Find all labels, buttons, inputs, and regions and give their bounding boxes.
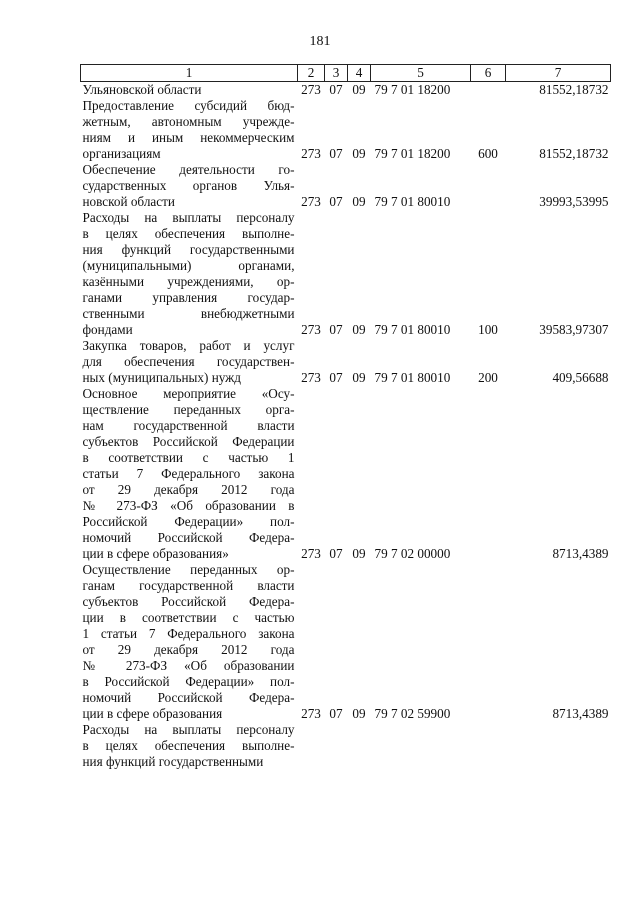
description-line: ции в сфере образования» [82, 546, 229, 561]
description-line: организациям [82, 146, 161, 161]
description-line: Обеспечение деятельности го- [82, 162, 295, 177]
administrator-code-cell: 273 [301, 82, 321, 97]
amount-cell: 8713,4389 [552, 706, 609, 721]
amount-cell: 39993,53995 [539, 194, 609, 209]
description-line: ния функций государственными [82, 242, 295, 257]
administrator-code-cell: 273 [301, 146, 321, 161]
row-description [81, 98, 298, 162]
description-line: Российской Федерации» пол- [82, 514, 295, 529]
page-number: 181 [309, 34, 331, 49]
description-line: номочий Российской Федера- [82, 530, 295, 545]
description-line: от 29 декабря 2012 года [82, 642, 295, 657]
section-cell: 07 [329, 370, 343, 385]
subsection-cell: 09 [352, 146, 366, 161]
column-header: 4 [348, 65, 371, 82]
row-description [81, 562, 298, 722]
target-article-cell: 79 7 01 80010 [374, 322, 451, 337]
description-line: субъектов Российской Федера- [82, 594, 295, 609]
subsection-cell [348, 722, 371, 770]
table-row [81, 562, 611, 722]
target-article-cell [371, 722, 471, 770]
row-description [81, 162, 298, 210]
table-header-row [81, 65, 611, 82]
description-line: Расходы на выплаты персоналу [82, 722, 295, 737]
description-line: субъектов Российской Федерации [82, 434, 295, 449]
description-line: ществление переданных орга- [82, 402, 295, 417]
subsection-cell: 09 [352, 322, 366, 337]
description-line: № 273-ФЗ «Об образовании в [82, 498, 295, 513]
column-header: 6 [471, 65, 506, 82]
description-line: сударственных органов Улья- [82, 178, 295, 193]
subsection-cell: 09 [352, 82, 366, 97]
description-line: Ульяновской области [82, 82, 202, 97]
expense-type-cell [471, 722, 506, 770]
row-description [81, 210, 298, 338]
description-line: нам государственной власти [82, 418, 295, 433]
row-description [81, 386, 298, 562]
description-line: (муниципальными) органами, [82, 258, 295, 273]
target-article-cell: 79 7 02 00000 [374, 546, 451, 561]
expense-type-cell: 600 [478, 146, 498, 161]
table-row [81, 98, 611, 162]
table-row [81, 722, 611, 770]
description-line: ния функций государственными [82, 754, 264, 769]
description-line: Осуществление переданных ор- [82, 562, 295, 577]
target-article-cell: 79 7 02 59900 [374, 706, 451, 721]
description-line: ных (муниципальных) нужд [82, 370, 241, 385]
expense-type-cell: 200 [478, 370, 498, 385]
description-line: в целях обеспечения выполне- [82, 738, 295, 753]
description-line: ниям и иным некоммерческим [82, 130, 295, 145]
description-line: ции в сфере образования [82, 706, 223, 721]
description-line: новской области [82, 194, 175, 209]
administrator-code-cell: 273 [301, 370, 321, 385]
description-line: статьи 7 Федерального закона [82, 466, 295, 481]
section-cell [325, 722, 348, 770]
expense-type-cell [471, 82, 506, 99]
expense-type-cell [471, 386, 506, 562]
amount-cell: 81552,18732 [539, 82, 609, 97]
description-line: в целях обеспечения выполне- [82, 226, 295, 241]
description-line: № 273-ФЗ «Об образовании [82, 658, 295, 673]
section-cell: 07 [329, 82, 343, 97]
table-row [81, 162, 611, 210]
section-cell: 07 [329, 194, 343, 209]
table-row [81, 210, 611, 338]
amount-cell [506, 722, 611, 770]
target-article-cell: 79 7 01 80010 [374, 370, 451, 385]
target-article-cell: 79 7 01 18200 [374, 82, 451, 97]
amount-cell: 8713,4389 [552, 546, 609, 561]
description-line: Расходы на выплаты персоналу [82, 210, 295, 225]
section-cell: 07 [329, 322, 343, 337]
description-line: казёнными учреждениями, ор- [82, 274, 295, 289]
administrator-code-cell: 273 [301, 706, 321, 721]
subsection-cell: 09 [352, 370, 366, 385]
subsection-cell: 09 [352, 546, 366, 561]
description-line: ганам государственной власти [82, 578, 295, 593]
description-line: 1 статьи 7 Федерального закона [82, 626, 295, 641]
description-line: Закупка товаров, работ и услуг [82, 338, 295, 353]
subsection-cell: 09 [352, 194, 366, 209]
description-line: для обеспечения государствен- [82, 354, 295, 369]
description-line: от 29 декабря 2012 года [82, 482, 295, 497]
table-row [81, 386, 611, 562]
column-header: 2 [298, 65, 325, 82]
column-header: 1 [81, 65, 298, 82]
description-line: ганами управления государ- [82, 290, 295, 305]
administrator-code-cell [298, 722, 325, 770]
row-description [81, 82, 298, 99]
expense-type-cell [471, 562, 506, 722]
administrator-code-cell: 273 [301, 546, 321, 561]
expense-type-cell: 100 [478, 322, 498, 337]
section-cell: 07 [329, 706, 343, 721]
amount-cell: 409,56688 [552, 370, 609, 385]
administrator-code-cell: 273 [301, 322, 321, 337]
column-header: 7 [506, 65, 611, 82]
description-line: ственными внебюджетными [82, 306, 295, 321]
section-cell: 07 [329, 146, 343, 161]
column-header: 5 [371, 65, 471, 82]
row-description [81, 722, 298, 770]
description-line: ции в соответствии с частью [82, 610, 295, 625]
expense-type-cell [471, 162, 506, 210]
description-line: номочий Российской Федера- [82, 690, 295, 705]
description-line: в Российской Федерации» пол- [82, 674, 295, 689]
description-line: жетным, автономным учрежде- [82, 114, 295, 129]
table-row [81, 338, 611, 386]
budget-table [80, 64, 611, 770]
description-line: Основное мероприятие «Осу- [82, 386, 295, 401]
target-article-cell: 79 7 01 80010 [374, 194, 451, 209]
subsection-cell: 09 [352, 706, 366, 721]
section-cell: 07 [329, 546, 343, 561]
description-line: в соответствии с частью 1 [82, 450, 295, 465]
amount-cell: 39583,97307 [539, 322, 609, 337]
description-line: фондами [82, 322, 133, 337]
administrator-code-cell: 273 [301, 194, 321, 209]
row-description [81, 338, 298, 386]
column-header: 3 [325, 65, 348, 82]
target-article-cell: 79 7 01 18200 [374, 146, 451, 161]
table-row [81, 82, 611, 99]
description-line: Предоставление субсидий бюд- [82, 98, 295, 113]
amount-cell: 81552,18732 [539, 146, 609, 161]
